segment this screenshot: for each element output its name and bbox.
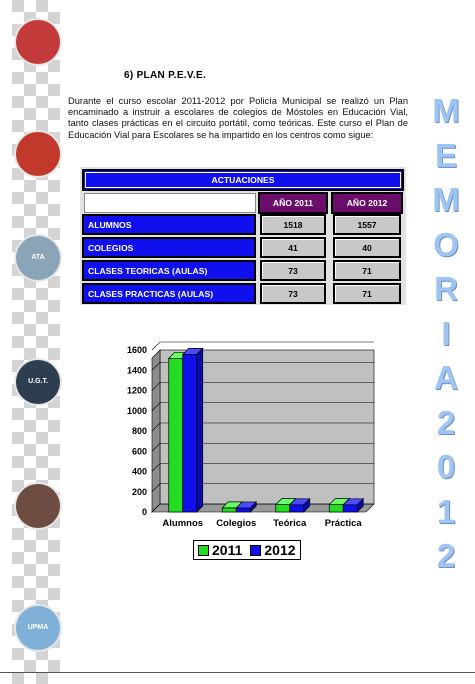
vertical-letter: M <box>432 92 460 129</box>
vertical-letter: 1 <box>436 492 456 530</box>
legend-item-2011 <box>198 542 242 558</box>
table-cell-2011: 73 <box>260 283 326 304</box>
table-row-label: CLASES TEORICAS (AULAS) <box>82 260 256 281</box>
x-tick-label: Práctica <box>324 518 362 529</box>
x-tick-label: Alumnos <box>162 518 204 529</box>
vertical-letter: E <box>434 136 457 174</box>
ugt-badge-icon: U.G.T. <box>16 360 60 404</box>
y-tick-label: 1000 <box>126 405 147 416</box>
y-tick-label: 200 <box>131 486 147 497</box>
y-tick-label: 0 <box>141 507 147 517</box>
vertical-letter: A <box>434 359 458 396</box>
x-tick-label: Teórica <box>273 518 307 529</box>
bar-2011-Colegios <box>222 508 236 512</box>
vertical-letter: 2 <box>436 403 456 441</box>
y-tick-label: 600 <box>131 446 147 457</box>
table-cell-2012: 40 <box>333 237 401 258</box>
table-cell-2012: 1557 <box>333 214 401 235</box>
bar-2011-Práctica <box>329 505 343 512</box>
legend-item-2012 <box>250 542 295 558</box>
bar-2012-Teórica <box>290 505 304 512</box>
bottom-rule <box>0 672 475 673</box>
table-cell-2011: 73 <box>260 260 326 281</box>
bar-2011-Alumnos <box>169 358 183 512</box>
vertical-letter: 0 <box>436 448 456 485</box>
header-year-2012: AÑO 2012 <box>331 192 403 214</box>
bar-2012-Práctica <box>343 505 357 512</box>
bar-2012-Colegios <box>236 508 250 512</box>
vertical-letter: 2 <box>436 537 456 574</box>
section-title: 6) PLAN P.E.V.E. <box>124 70 207 81</box>
table-title: ACTUACIONES <box>82 169 404 191</box>
vertical-letter: R <box>434 270 458 307</box>
legend-label-2011: 2011 <box>212 542 243 558</box>
bar-2011-Teórica <box>276 505 290 512</box>
y-tick-label: 1200 <box>126 385 147 396</box>
table-cell-2011: 1518 <box>260 214 326 235</box>
y-tick-label: 1600 <box>126 345 147 355</box>
header-year-2011: AÑO 2011 <box>258 192 328 214</box>
legend-label-2012: 2012 <box>264 542 296 558</box>
ata-badge-icon: ATA <box>16 236 60 280</box>
table-row-label: ALUMNOS <box>82 214 256 235</box>
legend-swatch-2012 <box>250 545 261 556</box>
chart-legend <box>193 540 301 560</box>
body-paragraph: Durante el curso escolar 2011-2012 por Policía Municipal se realizó un Plan encaminado a instruir a escolares de colegios de Móstoles en Educación Vial, tanto clases prácticas en el circuito portátil, como teóricas. Este curso el Plan de Educación Vial para Escolares se ha impartido en los centros como sigue: <box>68 96 408 140</box>
y-tick-label: 1400 <box>126 365 147 376</box>
x-tick-label: Colegios <box>216 518 257 529</box>
y-tick-label: 800 <box>131 426 147 436</box>
bar-side-2012 <box>197 348 203 512</box>
chart-gridline <box>152 342 374 350</box>
vertical-letter: O <box>433 225 459 263</box>
table-row-label: CLASES PRACTICAS (AULAS) <box>82 283 256 304</box>
vertical-letter: M <box>432 181 460 218</box>
table-cell-2012: 71 <box>333 283 401 304</box>
y-tick-label: 400 <box>131 466 147 477</box>
bar-2012-Alumnos <box>183 354 197 512</box>
table-cell-2012: 71 <box>333 260 401 281</box>
legend-swatch-2011 <box>198 545 209 556</box>
vertical-letter: I <box>441 314 451 352</box>
table-cell-2011: 41 <box>260 237 326 258</box>
upma-badge-icon: UPMA <box>16 606 60 650</box>
table-row-label: COLEGIOS <box>82 237 256 258</box>
